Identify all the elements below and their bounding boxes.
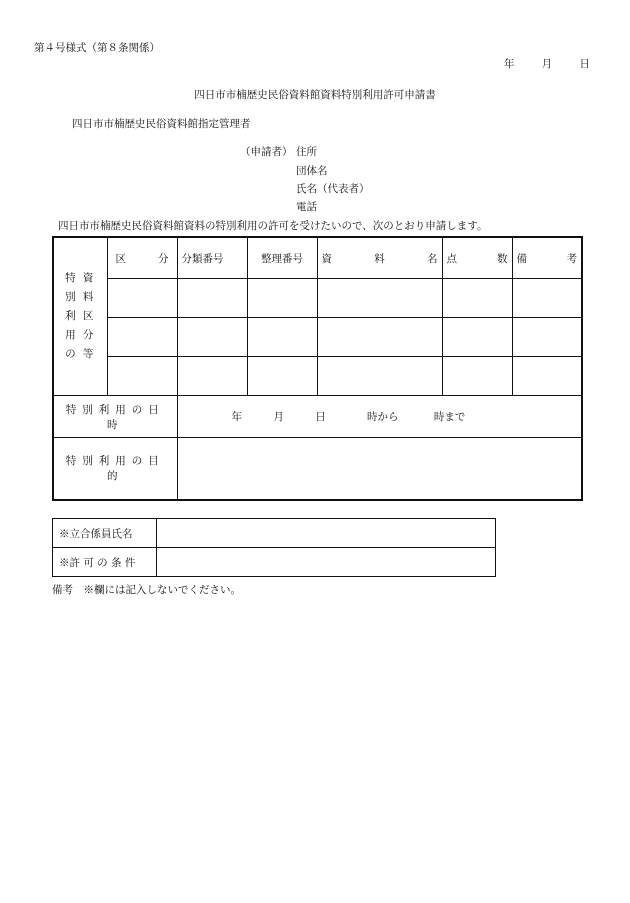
table-cell[interactable] [107, 357, 177, 396]
applicant-label: （申請者） [240, 146, 293, 158]
table-cell[interactable] [442, 357, 512, 396]
form-number: 第４号様式（第８条関係） [34, 42, 160, 54]
table-cell[interactable] [442, 318, 512, 357]
datetime-field[interactable]: 年 月 日 時から 時まで [177, 396, 582, 438]
table-cell[interactable] [317, 318, 442, 357]
purpose-field[interactable] [177, 438, 582, 500]
applicant-address-field: 住所 [296, 146, 317, 158]
col-header-count: 点 数 [442, 237, 512, 279]
table-cell[interactable] [317, 357, 442, 396]
application-table [52, 236, 583, 501]
applicant-name-field: 氏名（代表者） [296, 183, 370, 195]
table-cell[interactable] [512, 318, 582, 357]
date-day: 日 [579, 58, 590, 70]
material-classification-label: 特 資 別 料 利 区 用 分 の 等 [53, 237, 107, 396]
purpose-label: 特別利用の目的 [53, 438, 177, 500]
applicant-group-field: 団体名 [296, 165, 328, 177]
permit-conditions-field[interactable] [157, 548, 496, 577]
table-cell[interactable] [247, 318, 317, 357]
date-year: 年 [503, 58, 515, 70]
table-cell[interactable] [177, 318, 247, 357]
addressee: 四日市市楠歴史民俗資料館指定管理者 [72, 118, 251, 130]
col-header-reg-number: 整理番号 [247, 237, 317, 279]
table-row [53, 279, 582, 318]
document-title: 四日市市楠歴史民俗資料館資料特別利用許可申請書 [194, 89, 436, 101]
table-cell[interactable] [442, 279, 512, 318]
col-header-material-name: 資 料 名 [317, 237, 442, 279]
table-cell[interactable] [177, 357, 247, 396]
witness-staff-label: ※立合係員氏名 [53, 519, 157, 548]
table-cell[interactable] [512, 357, 582, 396]
table-cell[interactable] [107, 279, 177, 318]
table-cell[interactable] [177, 279, 247, 318]
col-header-class-number: 分類番号 [177, 237, 247, 279]
datetime-label: 特別利用の日時 [53, 396, 177, 438]
table-cell[interactable] [247, 357, 317, 396]
permit-conditions-label: ※許 可 の 条 件 [53, 548, 157, 577]
intro-text: 四日市市楠歴史民俗資料館資料の特別利用の許可を受けたいので、次のとおり申請します。 [58, 220, 488, 232]
applicant-phone-field: 電話 [296, 201, 317, 213]
table-cell[interactable] [512, 279, 582, 318]
table-cell[interactable] [317, 279, 442, 318]
table-row [53, 318, 582, 357]
staff-table [52, 518, 496, 577]
col-header-classification: 区 分 [107, 237, 177, 279]
table-row [53, 357, 582, 396]
table-cell[interactable] [247, 279, 317, 318]
witness-staff-field[interactable] [157, 519, 496, 548]
table-cell[interactable] [107, 318, 177, 357]
col-header-remarks: 備 考 [512, 237, 582, 279]
footnote: 備考 ※欄には記入しないでください。 [52, 584, 241, 596]
date-month: 月 [541, 58, 553, 70]
date-line [480, 56, 590, 71]
